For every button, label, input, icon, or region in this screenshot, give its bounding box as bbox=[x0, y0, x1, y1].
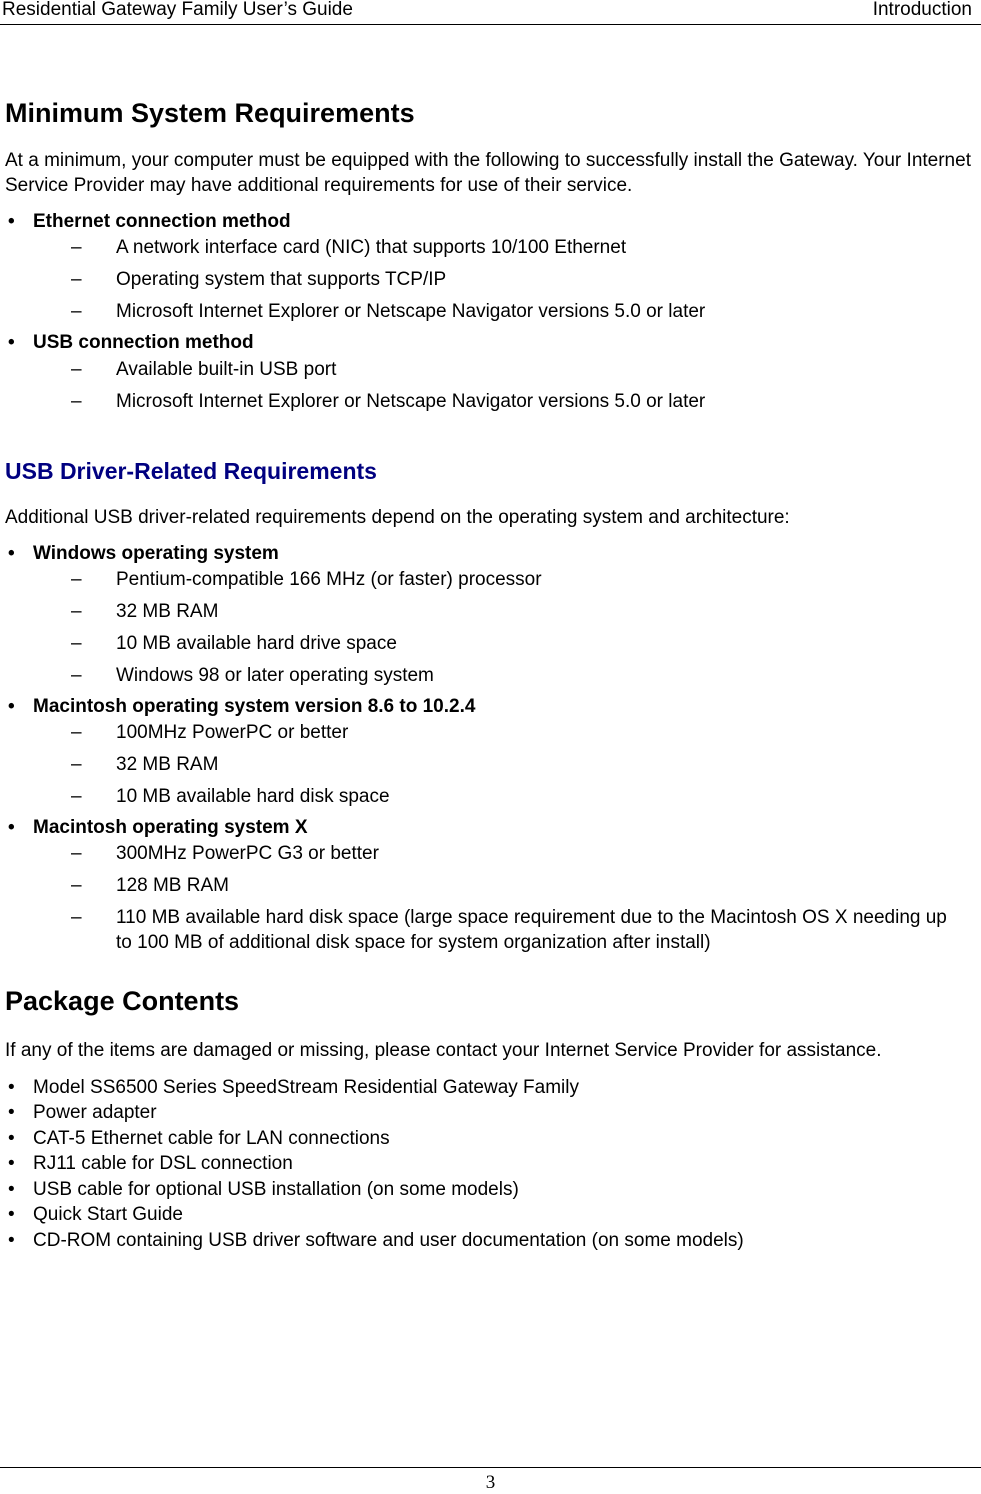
section-title-usb-driver: USB Driver-Related Requirements bbox=[5, 458, 377, 484]
sub-item: – 110 MB available hard disk space (large space requirement due to the Macintosh OS X needing up to 100 MB of additional disk space for system organization after install) bbox=[71, 907, 947, 953]
dash-icon: – bbox=[71, 633, 82, 654]
dash-icon: – bbox=[71, 237, 82, 258]
bullet-dot-icon: • bbox=[8, 1230, 15, 1251]
dash-icon: – bbox=[71, 907, 82, 928]
page-number: 3 bbox=[485, 1472, 496, 1493]
dash-icon: – bbox=[71, 301, 82, 322]
bullet-dot-icon: • bbox=[8, 1128, 15, 1149]
sub-item: – Windows 98 or later operating system bbox=[71, 665, 434, 686]
bullet-mac-x: • Macintosh operating system X bbox=[8, 817, 308, 838]
header-doc-title: Residential Gateway Family User’s Guide bbox=[2, 0, 353, 20]
bullet-dot-icon: • bbox=[8, 1153, 15, 1174]
list-item: • Model SS6500 Series SpeedStream Residential Gateway Family bbox=[8, 1077, 579, 1098]
dash-icon: – bbox=[71, 269, 82, 290]
sub-item: – Microsoft Internet Explorer or Netscape Navigator versions 5.0 or later bbox=[71, 391, 706, 412]
section-title-package: Package Contents bbox=[5, 986, 240, 1016]
dash-icon: – bbox=[71, 391, 82, 412]
package-intro: If any of the items are damaged or missing, please contact your Internet Service Provider for assistance. bbox=[5, 1040, 882, 1061]
sub-item: – Operating system that supports TCP/IP bbox=[71, 269, 447, 290]
usb-driver-intro: Additional USB driver-related requirements depend on the operating system and architecture: bbox=[5, 507, 790, 528]
section-title-min-req: Minimum System Requirements bbox=[5, 98, 415, 128]
list-item: • Power adapter bbox=[8, 1102, 157, 1123]
dash-icon: – bbox=[71, 359, 82, 380]
bullet-dot-icon: • bbox=[8, 332, 15, 353]
dash-icon: – bbox=[71, 569, 82, 590]
dash-icon: – bbox=[71, 843, 82, 864]
bullet-dot-icon: • bbox=[8, 543, 15, 564]
header-section: Introduction bbox=[872, 0, 972, 20]
bullet-dot-icon: • bbox=[8, 1204, 15, 1225]
dash-icon: – bbox=[71, 754, 82, 775]
min-req-intro: At a minimum, your computer must be equipped with the following to successfully install the Gateway. Your Internet Service Provider may have additional requirements for use of their service. bbox=[5, 150, 971, 196]
dash-icon: – bbox=[71, 601, 82, 622]
bullet-usb: • USB connection method bbox=[8, 332, 254, 353]
dash-icon: – bbox=[71, 875, 82, 896]
sub-item: – 10 MB available hard drive space bbox=[71, 633, 397, 654]
sub-item: – 128 MB RAM bbox=[71, 875, 229, 896]
sub-item: – 100MHz PowerPC or better bbox=[71, 722, 349, 743]
dash-icon: – bbox=[71, 722, 82, 743]
bullet-mac: • Macintosh operating system version 8.6 to 10.2.4 bbox=[8, 696, 476, 717]
sub-item: – 10 MB available hard disk space bbox=[71, 786, 390, 807]
bullet-dot-icon: • bbox=[8, 1102, 15, 1123]
list-item: • RJ11 cable for DSL connection bbox=[8, 1153, 293, 1174]
dash-icon: – bbox=[71, 786, 82, 807]
list-item: • CD-ROM containing USB driver software and user documentation (on some models) bbox=[8, 1230, 744, 1251]
page-header bbox=[0, 0, 981, 25]
sub-item: – Microsoft Internet Explorer or Netscape Navigator versions 5.0 or later bbox=[71, 301, 706, 322]
bullet-windows: • Windows operating system bbox=[8, 543, 279, 564]
sub-item: – A network interface card (NIC) that supports 10/100 Ethernet bbox=[71, 237, 627, 258]
sub-item: – 300MHz PowerPC G3 or better bbox=[71, 843, 379, 864]
bullet-dot-icon: • bbox=[8, 1179, 15, 1200]
sub-item: – Available built-in USB port bbox=[71, 359, 337, 380]
sub-item: – Pentium-compatible 166 MHz (or faster) processor bbox=[71, 569, 542, 590]
sub-item: – 32 MB RAM bbox=[71, 601, 219, 622]
list-item: • USB cable for optional USB installation (on some models) bbox=[8, 1179, 519, 1200]
bullet-dot-icon: • bbox=[8, 211, 15, 232]
bullet-dot-icon: • bbox=[8, 817, 15, 838]
list-item: • CAT-5 Ethernet cable for LAN connections bbox=[8, 1128, 390, 1149]
footer-rule bbox=[0, 1467, 981, 1468]
dash-icon: – bbox=[71, 665, 82, 686]
bullet-dot-icon: • bbox=[8, 1077, 15, 1098]
bullet-ethernet: • Ethernet connection method bbox=[8, 211, 291, 232]
sub-item: – 32 MB RAM bbox=[71, 754, 219, 775]
list-item: • Quick Start Guide bbox=[8, 1204, 183, 1225]
bullet-dot-icon: • bbox=[8, 696, 15, 717]
